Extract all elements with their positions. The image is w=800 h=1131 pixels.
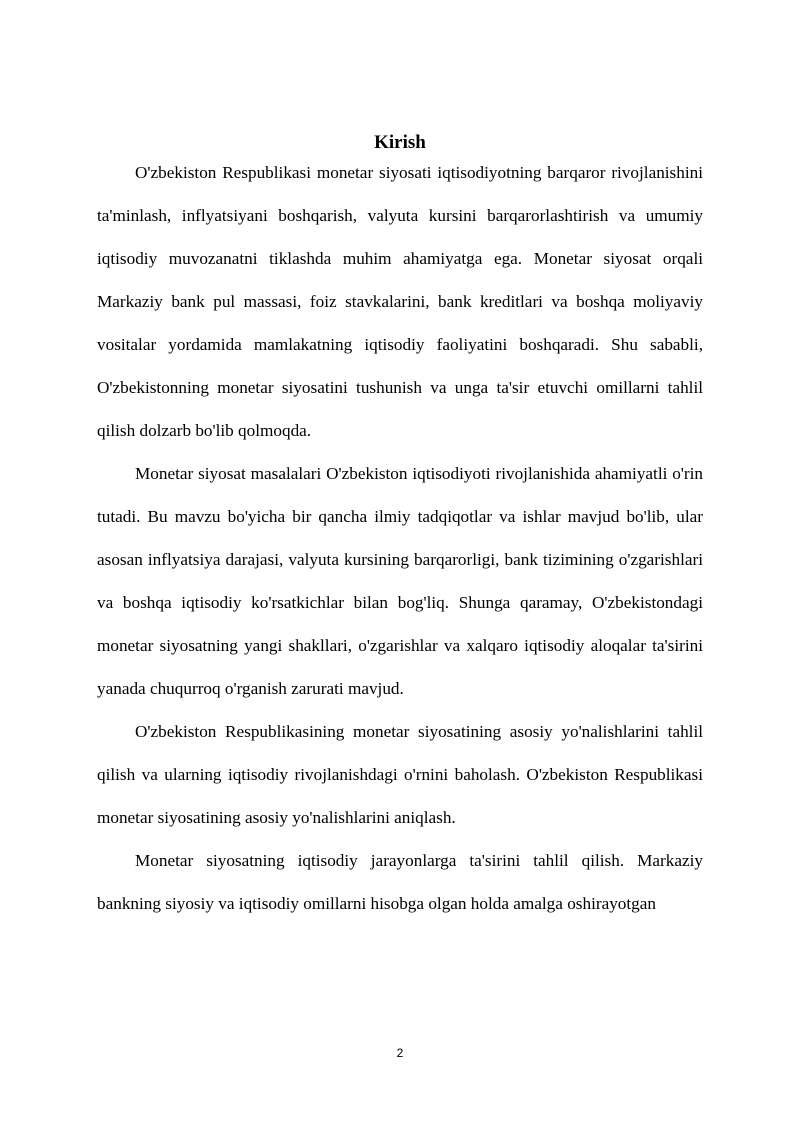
paragraph-4: Monetar siyosatning iqtisodiy jarayonlarga ta'sirini tahlil qilish. Markaziy bankning siyosiy va iqtisodiy omillarni hisobga olgan holda amalga oshirayotgan <box>97 851 703 913</box>
body-text <box>97 151 703 925</box>
paragraph-2: Monetar siyosat masalalari O'zbekiston iqtisodiyoti rivojlanishida ahamiyatli o'rin tutadi. Bu mavzu bo'yicha bir qancha ilmiy tadqiqotlar va ishlar mavjud bo'lib, ular asosan inflyatsiya darajasi, valyuta kursining barqarorligi, bank tizimining o'zgarishlari va boshqa iqtisodiy ko'rsatkichlar bilan bog'liq. Shunga qaramay, O'zbekistondagi monetar siyosatning yangi shakllari, o'zgarishlar va xalqaro iqtisodiy aloqalar ta'sirini yanada chuqurroq o'rganish zarurati mavjud. <box>97 464 703 698</box>
paragraph-3: O'zbekiston Respublikasining monetar siyosatining asosiy yo'nalishlarini tahlil qilish va ularning iqtisodiy rivojlanishdagi o'rnini baholash. O'zbekiston Respublikasi monetar siyosatining asosiy yo'nalishlarini aniqlash. <box>97 722 703 827</box>
page-title: Kirish <box>374 132 426 153</box>
page-number: 2 <box>396 1046 404 1060</box>
paragraph-1: O'zbekiston Respublikasi monetar siyosati iqtisodiyotning barqaror rivojlanishini ta'minlash, inflyatsiyani boshqarish, valyuta kursini barqarorlashtirish va umumiy iqtisodiy muvozanatni tiklashda muhim ahamiyatga ega. Monetar siyosat orqali Markaziy bank pul massasi, foiz stavkalarini, bank kreditlari va boshqa moliyaviy vositalar yordamida mamlakatning iqtisodiy faoliyatini boshqaradi. Shu sababli, O'zbekistonning monetar siyosatini tushunish va unga ta'sir etuvchi omillarni tahlil qilish dolzarb bo'lib qolmoqda. <box>97 163 703 440</box>
